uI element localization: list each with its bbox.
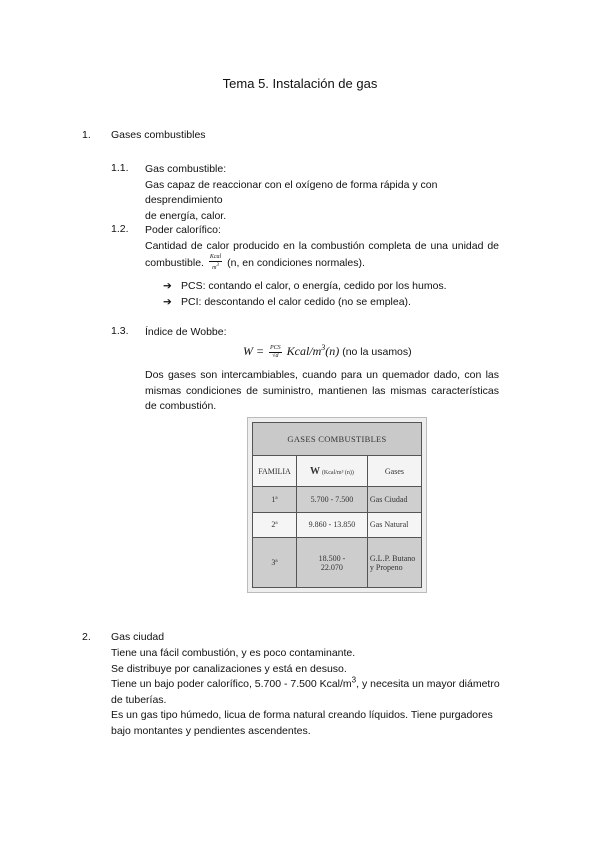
page-title: Tema 5. Instalación de gas [222,76,378,91]
subsection-heading: Gas combustible: [145,163,227,175]
fraction-denominator: √d [272,352,279,359]
table-row [253,538,422,588]
list-item-text: PCS: contando el calor, o energía, cedido por los humos. [181,280,447,292]
section-number: 2. [82,631,91,643]
exponent: 3 [351,675,357,685]
paragraph-line: Es un gas tipo húmedo, licua de forma natural creando líquidos. Tiene purgadores bajo montantes y pendientes ascendentes. [111,709,493,737]
fraction-exponent: 3 [216,263,219,268]
subsection-number: 1.2. [111,223,129,235]
paragraph-line: Se distribuye por canalizaciones y está en desuso. [111,662,347,675]
formula-note: (no la usamos) [342,346,412,358]
formula-unit [287,344,340,358]
text-fragment: Tiene un bajo poder calorífico, 5.700 - 7.500 Kcal/m [111,678,352,690]
wobbe-paragraph: Dos gases son intercambiables, cuando para un quemador dado, con las mismas condiciones de suministro, mantienen las mismas características de combustión. [145,369,499,412]
subsection-poder-calorifico [145,223,499,272]
arrow-icon: ➔ [163,295,172,308]
paragraph-line: Cantidad de calor producido en la combustión completa de una unidad de [145,239,499,252]
table-title: GASES COMBUSTIBLES [253,423,422,456]
fraction-kcal-m3 [209,254,222,272]
fraction-numerator: PCS [270,344,281,351]
formula-tail: (n) [325,344,340,358]
column-header-w [296,456,367,487]
cell-w: 5.700 - 7.500 [296,487,367,513]
cell-familia: 3ª [253,538,297,588]
cell-gases: G.L.P. Butano y Propeno [367,538,421,588]
fraction-denominator [212,262,219,272]
cell-gases: Gas Ciudad [367,487,421,513]
table-row [253,512,422,538]
cell-gases: Gas Natural [367,512,421,538]
list-item-text: PCI: descontando el calor cedido (no se emplea). [181,295,411,308]
column-header-familia: FAMILIA [253,456,297,487]
section-number: 1. [82,129,91,141]
fraction-denominator-base: m [212,265,217,271]
formula-unit-text: Kcal/m [286,344,322,358]
section-heading: Gas ciudad [111,631,165,643]
text-fragment: (n, en condiciones normales). [227,256,365,269]
subsection-heading: Índice de Wobbe: [145,326,227,338]
fraction-numerator: Kcal [209,254,222,260]
cell-w: 9.860 - 13.850 [296,512,367,538]
gas-ciudad-body [111,646,506,739]
column-header-gases: Gases [367,456,421,487]
subsection-gas-combustible [145,162,499,224]
cell-familia: 2ª [253,512,297,538]
list-item [163,295,447,311]
text-fragment: , y necesita un mayor diámetro de tuberías. [111,678,500,706]
table-row [253,487,422,513]
subsection-number: 1.3. [111,325,129,337]
paragraph-line [145,254,499,272]
formula-lhs: W = [243,344,265,358]
list-item [163,279,447,295]
paragraph-line: Gas capaz de reaccionar con el oxígeno de forma rápida y con desprendimiento [145,178,438,206]
bullet-list [163,279,447,310]
gases-table-image [247,417,427,593]
column-header-w-unit: (Kcal/m³ (n)) [321,469,354,476]
subsection-number: 1.1. [111,162,129,174]
cell-w: 18.500 - 22.070 [296,538,367,588]
paragraph-line: de energía, calor. [145,209,227,222]
section-heading: Gases combustibles [111,129,206,141]
paragraph-line [111,677,506,708]
subsection-heading: Poder calorífico: [145,224,221,236]
formula-exponent: 3 [321,343,326,352]
fraction-pcs-sqrt-d [269,345,282,360]
cell-familia: 1ª [253,487,297,513]
gases-table [252,422,422,588]
column-header-w-symbol: W [309,465,320,477]
wobbe-formula [243,340,412,363]
paragraph-line: Tiene una fácil combustión, y es poco contaminante. [111,647,356,659]
text-fragment: combustible. [145,256,204,269]
arrow-icon: ➔ [163,280,172,292]
